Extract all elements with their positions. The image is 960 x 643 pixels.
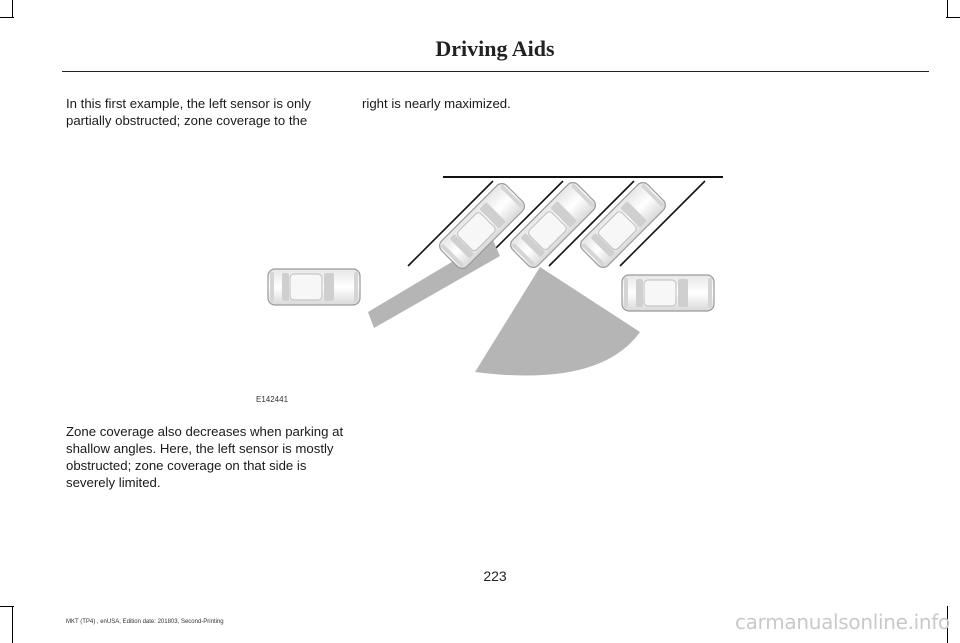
crop-mark	[0, 17, 14, 18]
page-number: 223	[483, 568, 507, 584]
parking-sensor-figure	[260, 165, 740, 405]
page-title: Driving Aids	[435, 36, 555, 61]
header-divider	[62, 71, 929, 72]
crop-mark	[0, 606, 14, 607]
body-paragraph-2: right is nearly maximized.	[362, 96, 511, 111]
reversing-car	[508, 180, 599, 271]
crop-mark	[12, 0, 13, 18]
street-car-right	[622, 275, 714, 311]
crop-mark	[12, 606, 13, 643]
parked-car	[578, 180, 669, 271]
figure-code: E142441	[256, 395, 289, 404]
edition-footer: MKT (TP4) , enUSA, Edition date: 201803, Second-Printing	[66, 619, 224, 625]
body-paragraph-1: In this first example, the left sensor is only partially obstructed; zone coverage to the	[66, 96, 311, 128]
watermark: carmanualsonline.info	[734, 610, 950, 634]
crop-mark	[946, 17, 960, 18]
crop-mark	[947, 0, 948, 18]
street-car-left	[268, 269, 360, 305]
body-paragraph-3: Zone coverage also decreases when parking at shallow angles. Here, the left sensor is mostly obstructed; zone coverage on that side is severely limited.	[66, 424, 344, 490]
right-sensor-zone	[475, 267, 640, 376]
